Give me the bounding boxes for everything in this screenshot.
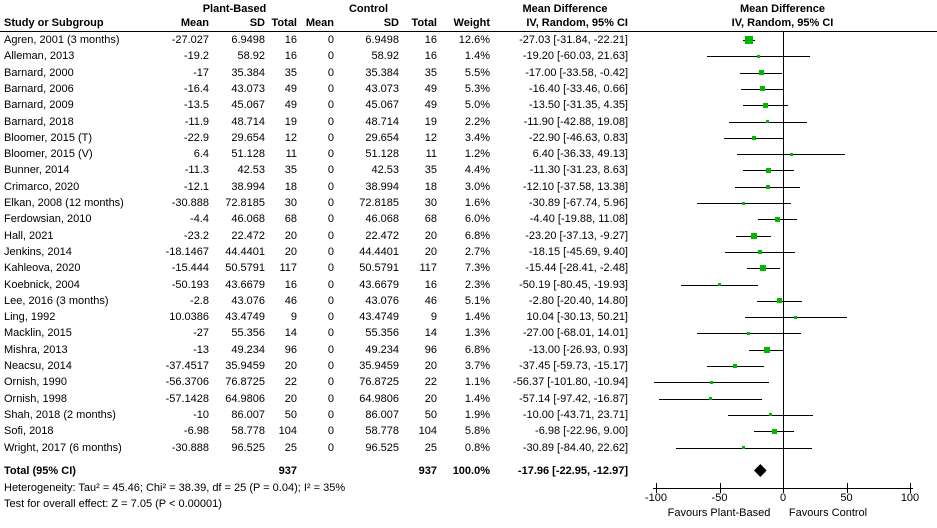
c-sd: 44.4401 [359, 245, 399, 258]
c-sd: 35.384 [365, 66, 399, 79]
study-name: Lee, 2016 (3 months) [4, 294, 109, 307]
zero-line [783, 31, 784, 488]
effect-square [763, 103, 768, 108]
effect-square [745, 36, 753, 44]
c-total: 18 [424, 180, 437, 193]
effect-square [718, 283, 721, 286]
ci-text: -11.30 [-31.23, 8.63] [529, 164, 628, 177]
pb-mean: -13 [193, 343, 209, 356]
ci-text: -23.20 [-37.13, -9.27] [525, 229, 628, 242]
pb-sd: 96.525 [231, 441, 265, 454]
pb-sd: 22.472 [231, 229, 265, 242]
c-total: 30 [424, 197, 437, 209]
pb-mean: -30.888 [171, 441, 209, 454]
effect-square [710, 381, 713, 384]
c-sd: 38.994 [365, 180, 399, 193]
effect-square [752, 136, 756, 140]
pb-mean: -11.3 [184, 164, 209, 177]
ci-text: -12.10 [-37.58, 13.38] [522, 180, 628, 193]
study-name: Bloomer, 2015 (V) [4, 148, 93, 161]
weight-value: 2.3% [464, 278, 490, 291]
col-header-c-total: Total [411, 17, 437, 29]
effect-square [760, 265, 766, 271]
c-mean: 0 [327, 148, 334, 161]
effect-square [757, 55, 760, 58]
pb-sd: 86.007 [231, 408, 265, 421]
study-name: Barnard, 2018 [4, 115, 74, 128]
c-total: 96 [424, 343, 437, 356]
pb-mean: -18.1467 [165, 245, 209, 258]
weight-value: 5.5% [464, 66, 490, 79]
pb-sd: 50.5791 [225, 262, 265, 275]
c-mean: 0 [327, 376, 334, 389]
weight-value: 2.2% [464, 115, 490, 128]
c-sd: 58.778 [365, 425, 399, 438]
c-total: 20 [424, 229, 437, 242]
pb-total: 25 [284, 441, 297, 454]
c-total: 20 [424, 245, 437, 258]
pb-sd: 38.994 [231, 180, 265, 193]
c-total: 104 [418, 425, 437, 438]
weight-value: 5.0% [464, 99, 490, 112]
pb-sd: 43.076 [231, 294, 265, 307]
c-total: 49 [424, 99, 437, 112]
weight-value: 3.4% [464, 131, 490, 144]
study-name: Mishra, 2013 [4, 343, 68, 356]
c-sd: 72.8185 [359, 197, 399, 209]
ci-text: -30.89 [-84.40, 22.62] [522, 441, 628, 454]
ci-text: -56.37 [-101.80, -10.94] [513, 376, 628, 389]
col-header-ci-plot: IV, Random, 95% CI [731, 17, 834, 29]
pb-mean: 10.0386 [169, 311, 209, 324]
pb-sd: 43.073 [231, 82, 265, 95]
ci-text: 6.40 [-36.33, 49.13] [532, 148, 628, 161]
ci-text: 10.04 [-30.13, 50.21] [526, 311, 628, 324]
weight-value: 5.3% [464, 82, 490, 95]
pb-sd: 6.9498 [231, 34, 265, 46]
effect-square [760, 86, 765, 91]
ci-text: -4.40 [-19.88, 11.08] [529, 213, 628, 226]
pb-mean: -12.1 [183, 180, 209, 193]
c-mean: 0 [327, 66, 334, 79]
summary-diamond [753, 463, 768, 478]
weight-value: 1.4% [464, 392, 490, 405]
weight-value: 1.9% [464, 408, 490, 421]
c-sd: 43.073 [365, 82, 399, 95]
c-mean: 0 [327, 360, 334, 372]
ci-text: -15.44 [-28.41, -2.48] [525, 262, 628, 275]
pb-sd: 43.4749 [225, 311, 265, 324]
c-mean: 0 [327, 294, 334, 307]
ci-text: -13.00 [-26.93, 0.93] [528, 343, 628, 356]
study-name: Wright, 2017 (6 months) [4, 441, 122, 454]
c-total: 68 [424, 213, 437, 226]
effect-square [766, 168, 771, 173]
c-mean: 0 [327, 441, 334, 454]
c-sd: 43.4749 [359, 311, 399, 324]
pb-mean: -57.1428 [165, 392, 209, 405]
effect-square [747, 332, 750, 335]
study-name: Neacsu, 2014 [4, 360, 72, 372]
total-plant-n: 937 [278, 465, 297, 477]
effect-square [742, 446, 745, 449]
effect-square [772, 429, 777, 434]
effect-square [751, 233, 757, 239]
total-control-n: 937 [418, 465, 437, 477]
c-total: 16 [424, 278, 437, 291]
ci-text: -18.15 [-45.69, 9.40] [528, 245, 628, 258]
c-total: 20 [424, 392, 437, 405]
effect-square [709, 397, 712, 400]
c-sd: 76.8725 [359, 376, 399, 389]
c-total: 35 [424, 66, 437, 79]
c-mean: 0 [327, 262, 334, 275]
ci-text: -22.90 [-46.63, 0.83] [528, 131, 628, 144]
weight-value: 3.7% [464, 360, 490, 372]
c-sd: 6.9498 [365, 34, 399, 46]
pb-sd: 29.654 [231, 131, 265, 144]
effect-square [794, 316, 797, 319]
pb-mean: -23.2 [183, 229, 209, 242]
pb-sd: 58.92 [237, 50, 265, 63]
ci-text: -10.00 [-43.71, 23.71] [522, 408, 628, 421]
weight-value: 1.6% [464, 197, 490, 209]
pb-total: 104 [278, 425, 297, 438]
favours-right-label: Favours Control [788, 507, 868, 519]
pb-sd: 58.778 [231, 425, 265, 438]
study-name: Barnard, 2000 [4, 66, 74, 79]
c-sd: 50.5791 [359, 262, 399, 275]
pb-sd: 44.4401 [225, 245, 265, 258]
axis-tick-label: 0 [779, 492, 787, 504]
pb-mean: -2.8 [190, 294, 209, 307]
pb-total: 46 [284, 294, 297, 307]
c-sd: 58.92 [371, 50, 399, 63]
pb-total: 11 [285, 148, 297, 161]
pb-mean: 6.4 [193, 148, 209, 161]
ci-text: -16.40 [-33.46, 0.66] [528, 82, 628, 95]
group-header-control: Control [348, 3, 389, 15]
c-mean: 0 [327, 180, 334, 193]
c-total: 16 [424, 50, 437, 63]
c-total: 46 [424, 294, 437, 307]
col-header-pb-sd: SD [249, 17, 265, 29]
mean-difference-header-text: Mean Difference [522, 3, 608, 15]
study-name: Sofi, 2018 [4, 425, 54, 438]
pb-total: 19 [284, 115, 297, 128]
effect-square [790, 153, 793, 156]
c-total: 35 [424, 164, 437, 177]
favours-left-label: Favours Plant-Based [667, 507, 771, 519]
pb-total: 20 [284, 360, 297, 372]
pb-total: 9 [290, 311, 297, 324]
study-name: Kahleova, 2020 [4, 262, 81, 275]
pb-mean: -30.888 [171, 197, 209, 209]
weight-value: 4.4% [464, 164, 490, 177]
col-header-weight: Weight [453, 17, 490, 29]
pb-total: 20 [284, 392, 297, 405]
ci-text: -30.89 [-67.74, 5.96] [528, 197, 628, 209]
pb-total: 35 [284, 164, 297, 177]
study-name: Bunner, 2014 [4, 164, 70, 177]
ci-text: -27.00 [-68.01, 14.01] [522, 327, 628, 340]
pb-total: 117 [279, 262, 297, 275]
weight-value: 2.7% [464, 245, 490, 258]
study-name: Shah, 2018 (2 months) [4, 408, 116, 421]
c-mean: 0 [327, 327, 334, 340]
weight-value: 1.1% [464, 376, 490, 389]
c-mean: 0 [327, 82, 334, 95]
col-header-study: Study or Subgroup [4, 17, 104, 29]
c-sd: 48.714 [365, 115, 399, 128]
c-sd: 22.472 [365, 229, 399, 242]
weight-value: 5.8% [464, 425, 490, 438]
pb-total: 35 [284, 66, 297, 79]
pb-sd: 51.128 [231, 148, 265, 161]
effect-square [742, 202, 745, 205]
study-name: Barnard, 2009 [4, 99, 74, 112]
ci-text: -11.90 [-42.88, 19.08] [523, 115, 628, 128]
weight-value: 12.6% [458, 34, 490, 46]
c-total: 16 [424, 34, 437, 46]
c-mean: 0 [327, 278, 334, 291]
c-sd: 96.525 [365, 441, 399, 454]
study-name: Hall, 2021 [4, 229, 54, 242]
pb-sd: 49.234 [231, 343, 265, 356]
pb-total: 18 [284, 180, 297, 193]
ci-text: -17.00 [-33.58, -0.42] [525, 66, 628, 79]
c-sd: 29.654 [365, 131, 399, 144]
pb-total: 12 [284, 131, 297, 144]
study-name: Elkan, 2008 (12 months) [4, 197, 124, 209]
weight-value: 6.8% [464, 229, 490, 242]
c-total: 22 [424, 376, 437, 389]
weight-value: 1.4% [464, 50, 490, 63]
c-mean: 0 [327, 392, 334, 405]
pb-mean: -15.444 [171, 262, 209, 275]
study-name: Alleman, 2013 [4, 50, 75, 63]
c-sd: 42.53 [371, 164, 399, 177]
c-sd: 51.128 [365, 148, 399, 161]
total-row-label: Total (95% CI) [4, 465, 76, 477]
c-mean: 0 [327, 229, 334, 242]
pb-sd: 45.067 [231, 99, 265, 112]
study-name: Crimarco, 2020 [4, 180, 80, 193]
weight-value: 1.4% [464, 311, 490, 324]
pb-sd: 55.356 [231, 327, 265, 340]
c-sd: 64.9806 [359, 392, 399, 405]
effect-square [758, 250, 762, 254]
pb-mean: -6.98 [183, 425, 209, 438]
study-name: Agren, 2001 (3 months) [4, 34, 120, 46]
heterogeneity-note: Heterogeneity: Tau² = 45.46; Chi² = 38.39, df = 25 (P = 0.04); I² = 35% [4, 482, 346, 494]
weight-value: 5.1% [464, 294, 490, 307]
effect-square [777, 298, 782, 303]
c-mean: 0 [327, 164, 334, 177]
c-mean: 0 [327, 245, 334, 258]
group-header-plant-based: Plant-Based [202, 3, 267, 15]
effect-square [775, 217, 780, 222]
pb-total: 49 [284, 99, 297, 112]
c-sd: 43.076 [365, 294, 399, 307]
pb-total: 20 [284, 229, 297, 242]
pb-mean: -37.4517 [165, 360, 209, 372]
pb-total: 68 [284, 213, 297, 226]
pb-mean: -22.9 [183, 131, 209, 144]
total-weight: 100.0% [452, 465, 490, 477]
col-header-c-sd: SD [383, 17, 399, 29]
pb-mean: -10 [193, 408, 209, 421]
c-mean: 0 [327, 50, 334, 63]
pb-mean: -4.4 [190, 213, 209, 226]
c-mean: 0 [327, 131, 334, 144]
pb-total: 16 [284, 34, 297, 46]
pb-sd: 76.8725 [225, 376, 265, 389]
effect-square [766, 185, 770, 189]
pb-sd: 48.714 [231, 115, 265, 128]
c-sd: 46.068 [365, 213, 399, 226]
effect-square [764, 347, 770, 353]
total-ci-text: -17.96 [-22.95, -12.97] [517, 465, 628, 477]
pb-sd: 72.8185 [225, 197, 265, 209]
pb-total: 96 [284, 343, 297, 356]
overall-effect-note: Test for overall effect: Z = 7.05 (P < 0.00001) [4, 498, 222, 510]
pb-mean: -19.2 [183, 50, 209, 63]
study-name: Bloomer, 2015 (T) [4, 131, 93, 144]
study-name: Ornish, 1998 [4, 392, 67, 405]
col-header-c-mean: Mean [305, 17, 334, 29]
c-sd: 86.007 [365, 408, 399, 421]
pb-mean: -27.027 [171, 34, 209, 46]
axis-tick-label: 50 [840, 492, 853, 504]
c-mean: 0 [327, 99, 334, 112]
ci-text: -50.19 [-80.45, -19.93] [519, 278, 628, 291]
ci-text: -19.20 [-60.03, 21.63] [522, 50, 628, 63]
effect-square [769, 413, 772, 416]
weight-value: 3.0% [464, 180, 490, 193]
pb-total: 20 [284, 245, 297, 258]
pb-mean: -27 [193, 327, 209, 340]
weight-value: 7.3% [464, 262, 490, 275]
pb-sd: 35.9459 [225, 360, 265, 372]
c-total: 14 [424, 327, 437, 340]
c-mean: 0 [327, 408, 334, 421]
c-mean: 0 [327, 34, 334, 46]
pb-mean: -17 [193, 66, 209, 79]
pb-mean: -11.9 [184, 115, 209, 128]
pb-sd: 35.384 [231, 66, 265, 79]
study-name: Ferdowsian, 2010 [4, 213, 92, 226]
weight-value: 6.8% [464, 343, 490, 356]
study-name: Jenkins, 2014 [4, 245, 72, 258]
col-header-ci-text: IV, Random, 95% CI [526, 17, 628, 29]
study-name: Macklin, 2015 [4, 327, 72, 340]
c-mean: 0 [327, 213, 334, 226]
c-total: 11 [425, 148, 437, 161]
pb-sd: 64.9806 [225, 392, 265, 405]
c-sd: 55.356 [365, 327, 399, 340]
c-mean: 0 [327, 425, 334, 438]
study-name: Koebnick, 2004 [4, 278, 80, 291]
c-mean: 0 [327, 311, 334, 324]
pb-sd: 46.068 [231, 213, 265, 226]
axis-tick-label: -50 [711, 492, 728, 504]
c-sd: 49.234 [365, 343, 399, 356]
ci-text: -6.98 [-22.96, 9.00] [535, 425, 628, 438]
c-total: 12 [424, 131, 437, 144]
c-total: 49 [424, 82, 437, 95]
effect-square [759, 70, 764, 75]
c-total: 25 [424, 441, 437, 454]
ci-text: -2.80 [-20.40, 14.80] [528, 294, 628, 307]
weight-value: 1.2% [464, 148, 490, 161]
pb-total: 22 [284, 376, 297, 389]
c-mean: 0 [327, 197, 334, 209]
pb-mean: -13.5 [183, 99, 209, 112]
c-sd: 45.067 [365, 99, 399, 112]
ci-text: -37.45 [-59.73, -15.17] [519, 360, 628, 372]
c-sd: 35.9459 [359, 360, 399, 372]
c-total: 19 [424, 115, 437, 128]
ci-text: -27.03 [-31.84, -22.21] [519, 34, 628, 46]
c-total: 20 [424, 360, 437, 372]
c-mean: 0 [327, 115, 334, 128]
pb-total: 16 [284, 278, 297, 291]
pb-total: 50 [284, 408, 297, 421]
weight-value: 6.0% [464, 213, 490, 226]
c-total: 117 [419, 262, 437, 275]
study-name: Ling, 1992 [4, 311, 56, 324]
weight-value: 0.8% [464, 441, 490, 454]
axis-tick-label: -100 [644, 492, 668, 504]
effect-square [733, 364, 737, 368]
effect-square [766, 120, 769, 123]
pb-mean: -50.193 [171, 278, 209, 291]
pb-total: 16 [284, 50, 297, 63]
pb-sd: 43.6679 [225, 278, 265, 291]
mean-difference-header-plot: Mean Difference [740, 3, 825, 15]
col-header-pb-mean: Mean [180, 17, 209, 29]
c-mean: 0 [327, 343, 334, 356]
ci-text: -57.14 [-97.42, -16.87] [519, 392, 628, 405]
c-sd: 43.6679 [359, 278, 399, 291]
pb-total: 30 [284, 197, 297, 209]
pb-total: 14 [284, 327, 297, 340]
col-header-pb-total: Total [271, 17, 297, 29]
pb-total: 49 [284, 82, 297, 95]
pb-mean: -56.3706 [165, 376, 209, 389]
study-name: Ornish, 1990 [4, 376, 67, 389]
axis-tick-label: 100 [900, 492, 920, 504]
pb-sd: 42.53 [237, 164, 265, 177]
study-name: Barnard, 2006 [4, 82, 74, 95]
pb-mean: -16.4 [183, 82, 209, 95]
c-total: 50 [424, 408, 437, 421]
weight-value: 1.3% [464, 327, 490, 340]
ci-text: -13.50 [-31.35, 4.35] [528, 99, 628, 112]
c-total: 9 [430, 311, 437, 324]
